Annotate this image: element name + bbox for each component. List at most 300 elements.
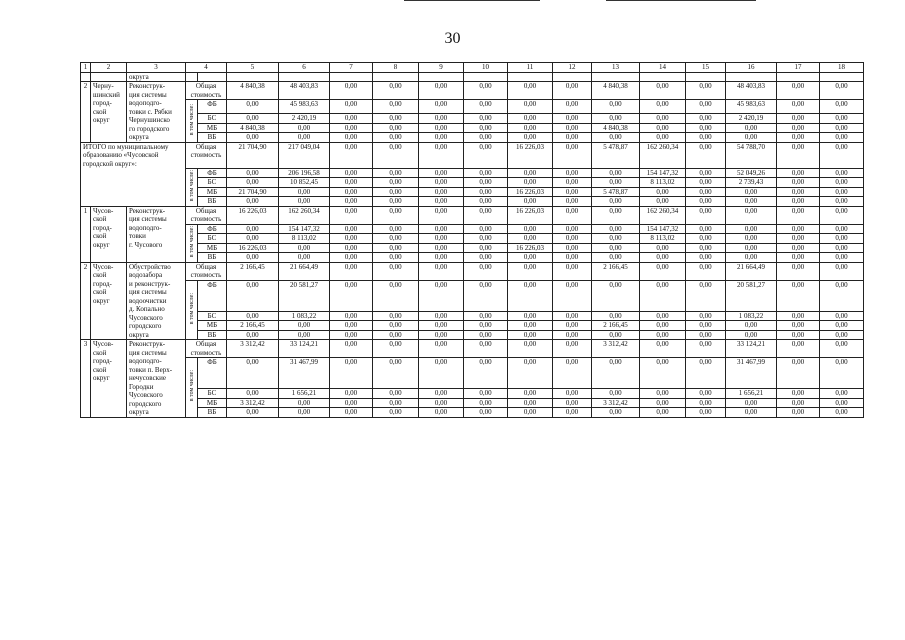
value-cell: 0,00: [227, 389, 279, 399]
value-cell: 0,00: [419, 206, 464, 224]
value-cell: 0,00: [820, 82, 864, 100]
value-cell: 0,00: [419, 168, 464, 178]
page-number: 30: [444, 30, 461, 47]
value-cell: 0,00: [592, 178, 640, 188]
project-line: ция системы: [129, 348, 167, 357]
value-cell: 0,00: [640, 280, 686, 311]
breakdown-row: [81, 187, 864, 197]
value-cell: 0,00: [227, 114, 279, 124]
value-cell: 0,00: [373, 123, 419, 133]
value-cell: 0,00: [592, 168, 640, 178]
value-cell: 0,00: [820, 262, 864, 280]
value-cell: 0,00: [227, 330, 279, 340]
value-cell: 0,00: [726, 197, 777, 207]
value-cell: 8 113,02: [279, 234, 330, 244]
value-cell: 0,00: [820, 168, 864, 178]
value-cell: 4 840,38: [592, 123, 640, 133]
value-cell: 0,00: [279, 123, 330, 133]
header-cell: 5: [227, 63, 279, 73]
table-cell: [777, 72, 820, 82]
value-cell: 0,00: [464, 408, 508, 418]
in-total-vertical-label: [186, 358, 198, 418]
value-cell: 0,00: [330, 224, 373, 234]
project-line: го городского: [129, 124, 170, 133]
value-cell: 2 420,19: [726, 114, 777, 124]
value-cell: 0,00: [640, 408, 686, 418]
value-cell: 0,00: [464, 187, 508, 197]
value-cell: 2 166,45: [592, 262, 640, 280]
value-cell: 0,00: [553, 311, 592, 321]
value-cell: 0,00: [419, 197, 464, 207]
value-cell: 0,00: [464, 253, 508, 263]
value-cell: 0,00: [330, 114, 373, 124]
total-cost-label: [186, 142, 227, 168]
section-total-row: [81, 142, 864, 168]
in-total-vertical-label: [186, 280, 198, 340]
territory-line: ской: [93, 348, 107, 357]
breakdown-row: [81, 114, 864, 124]
value-cell: 0,00: [553, 82, 592, 100]
table-cell: [330, 72, 373, 82]
value-cell: 0,00: [686, 311, 726, 321]
header-cell: 15: [686, 63, 726, 73]
value-cell: 0,00: [686, 253, 726, 263]
itogo-label-line: городской округ»:: [83, 159, 137, 168]
total-cost-line1: Общая: [195, 262, 217, 271]
value-cell: 0,00: [686, 358, 726, 389]
value-cell: 0,00: [592, 408, 640, 418]
funding-source: МБ: [198, 243, 227, 253]
value-cell: 162 260,34: [640, 206, 686, 224]
value-cell: 0,00: [419, 114, 464, 124]
value-cell: 0,00: [640, 358, 686, 389]
value-cell: 0,00: [330, 133, 373, 143]
value-cell: 8 113,02: [640, 234, 686, 244]
funding-source: ФБ: [198, 358, 227, 389]
header-cell: 10: [464, 63, 508, 73]
header-cell: 9: [419, 63, 464, 73]
value-cell: 0,00: [820, 408, 864, 418]
project-line: Реконструк-: [129, 82, 166, 90]
value-cell: 0,00: [777, 358, 820, 389]
value-cell: 0,00: [553, 398, 592, 408]
row-number-blank: [81, 398, 91, 408]
value-cell: 0,00: [330, 187, 373, 197]
value-cell: 0,00: [820, 133, 864, 143]
breakdown-row: [81, 224, 864, 234]
table-cell: [81, 72, 91, 82]
table-cell: [686, 72, 726, 82]
value-cell: 0,00: [592, 197, 640, 207]
value-cell: 0,00: [508, 321, 553, 331]
value-cell: 0,00: [508, 100, 553, 114]
value-cell: 0,00: [726, 408, 777, 418]
project-line: Реконструк-: [129, 206, 166, 215]
value-cell: 0,00: [686, 330, 726, 340]
value-cell: 21 704,90: [227, 187, 279, 197]
value-cell: 0,00: [592, 206, 640, 224]
territory-line: город-: [93, 223, 112, 232]
value-cell: 0,00: [330, 100, 373, 114]
project-line: ция системы: [129, 288, 167, 296]
value-cell: 0,00: [373, 321, 419, 331]
value-cell: 0,00: [553, 243, 592, 253]
value-cell: 0,00: [330, 123, 373, 133]
in-total-vertical-label: [186, 224, 198, 262]
breakdown-row: [81, 197, 864, 207]
value-cell: 0,00: [227, 224, 279, 234]
value-cell: 0,00: [279, 253, 330, 263]
in-total-vertical-label: [186, 100, 198, 143]
value-cell: 0,00: [820, 358, 864, 389]
breakdown-row: [81, 168, 864, 178]
value-cell: 0,00: [640, 389, 686, 399]
value-cell: 0,00: [508, 253, 553, 263]
value-cell: 2 420,19: [279, 114, 330, 124]
value-cell: 2 166,45: [227, 321, 279, 331]
value-cell: 0,00: [592, 358, 640, 389]
value-cell: 0,00: [777, 280, 820, 311]
value-cell: 0,00: [640, 100, 686, 114]
value-cell: 0,00: [464, 197, 508, 207]
value-cell: 16 226,03: [508, 243, 553, 253]
value-cell: 0,00: [464, 82, 508, 100]
total-cost-label: [186, 206, 227, 224]
value-cell: 3 312,42: [227, 340, 279, 358]
value-cell: 0,00: [777, 206, 820, 224]
value-cell: 0,00: [777, 142, 820, 168]
territory-line: ской: [93, 215, 107, 223]
value-cell: 0,00: [330, 408, 373, 418]
value-cell: 0,00: [508, 340, 553, 358]
value-cell: 0,00: [373, 224, 419, 234]
value-cell: 0,00: [686, 114, 726, 124]
value-cell: 0,00: [419, 243, 464, 253]
value-cell: 0,00: [330, 243, 373, 253]
value-cell: 0,00: [726, 321, 777, 331]
total-cost-label: [186, 82, 227, 100]
value-cell: 0,00: [640, 114, 686, 124]
territory-cell: [91, 262, 127, 340]
value-cell: 0,00: [330, 358, 373, 389]
value-cell: 0,00: [553, 168, 592, 178]
value-cell: 0,00: [330, 82, 373, 100]
value-cell: 21 704,90: [227, 142, 279, 168]
value-cell: 0,00: [777, 330, 820, 340]
value-cell: 16 226,03: [227, 243, 279, 253]
value-cell: 0,00: [419, 234, 464, 244]
value-cell: 0,00: [686, 340, 726, 358]
project-line: водоподго-: [129, 223, 162, 232]
value-cell: 0,00: [553, 234, 592, 244]
top-rule-1: [404, 0, 540, 1]
continuation-row: [81, 72, 864, 82]
value-cell: 0,00: [279, 330, 330, 340]
value-cell: 0,00: [373, 262, 419, 280]
value-cell: 0,00: [227, 168, 279, 178]
project-line: округа: [129, 133, 149, 141]
value-cell: 0,00: [464, 311, 508, 321]
value-cell: 0,00: [464, 340, 508, 358]
project-line: Реконструк-: [129, 340, 166, 348]
value-cell: 0,00: [777, 253, 820, 263]
territory-line: шинский: [93, 90, 120, 99]
value-cell: 0,00: [686, 168, 726, 178]
value-cell: 2 166,45: [592, 321, 640, 331]
value-cell: 0,00: [373, 358, 419, 389]
total-cost-label: [186, 262, 227, 280]
value-cell: 0,00: [640, 197, 686, 207]
total-cost-line1: Общая: [195, 82, 217, 90]
table-cell: [464, 72, 508, 82]
value-cell: 0,00: [330, 389, 373, 399]
value-cell: 33 124,21: [726, 340, 777, 358]
value-cell: 3 312,42: [592, 398, 640, 408]
project-line: водоочистки: [129, 296, 167, 305]
project-cell: [127, 262, 186, 340]
value-cell: 0,00: [373, 206, 419, 224]
value-cell: 0,00: [686, 224, 726, 234]
value-cell: 0,00: [279, 133, 330, 143]
value-cell: 0,00: [553, 321, 592, 331]
value-cell: 48 403,83: [726, 82, 777, 100]
section-total-row: [81, 340, 864, 358]
value-cell: 0,00: [419, 133, 464, 143]
row-number: 2: [81, 82, 91, 100]
project-line: товки с. Рябки: [129, 107, 172, 116]
value-cell: 4 840,38: [227, 82, 279, 100]
funding-source: ФБ: [198, 168, 227, 178]
breakdown-row: [81, 358, 864, 389]
row-number-blank: [81, 224, 91, 234]
value-cell: 0,00: [464, 389, 508, 399]
project-line: товки: [129, 232, 146, 240]
funding-source: МБ: [198, 398, 227, 408]
value-cell: 0,00: [279, 408, 330, 418]
continuation-label: округа: [127, 72, 186, 82]
value-cell: 33 124,21: [279, 340, 330, 358]
funding-source: МБ: [198, 123, 227, 133]
header-cell: 14: [640, 63, 686, 73]
value-cell: 0,00: [227, 197, 279, 207]
value-cell: 0,00: [419, 398, 464, 408]
project-line: ция системы: [129, 215, 167, 223]
row-number: 1: [81, 206, 91, 224]
value-cell: 0,00: [330, 168, 373, 178]
value-cell: 0,00: [686, 243, 726, 253]
value-cell: 0,00: [553, 330, 592, 340]
value-cell: 0,00: [820, 253, 864, 263]
value-cell: 0,00: [330, 262, 373, 280]
value-cell: 0,00: [726, 123, 777, 133]
territory-line: город-: [93, 99, 112, 107]
table-cell: [820, 72, 864, 82]
value-cell: 0,00: [820, 311, 864, 321]
value-cell: 0,00: [640, 243, 686, 253]
territory-line: Чусов-: [93, 340, 114, 348]
row-number-blank: [81, 133, 91, 143]
value-cell: 0,00: [373, 168, 419, 178]
value-cell: 0,00: [592, 280, 640, 311]
value-cell: 0,00: [686, 197, 726, 207]
value-cell: 0,00: [777, 100, 820, 114]
table-cell: [640, 72, 686, 82]
project-line: и реконструк-: [129, 279, 171, 288]
funding-source: ВБ: [198, 330, 227, 340]
value-cell: 21 664,49: [726, 262, 777, 280]
value-cell: 52 049,26: [726, 168, 777, 178]
value-cell: 54 788,70: [726, 142, 777, 168]
total-cost-line2: стоимость: [190, 151, 222, 159]
value-cell: 206 196,58: [279, 168, 330, 178]
value-cell: 20 581,27: [279, 280, 330, 311]
value-cell: 0,00: [777, 123, 820, 133]
value-cell: 0,00: [553, 358, 592, 389]
value-cell: 0,00: [508, 168, 553, 178]
territory-line: округ: [93, 296, 110, 305]
project-line: Чернушинско: [129, 116, 170, 124]
value-cell: 3 312,42: [592, 340, 640, 358]
value-cell: 0,00: [464, 280, 508, 311]
value-cell: 0,00: [373, 398, 419, 408]
value-cell: 0,00: [464, 123, 508, 133]
budget-table: [80, 62, 864, 418]
value-cell: 0,00: [419, 280, 464, 311]
value-cell: 0,00: [464, 398, 508, 408]
funding-source: ВБ: [198, 197, 227, 207]
value-cell: 0,00: [553, 389, 592, 399]
header-cell: 7: [330, 63, 373, 73]
value-cell: 0,00: [777, 187, 820, 197]
value-cell: 0,00: [640, 133, 686, 143]
value-cell: 0,00: [373, 187, 419, 197]
value-cell: 0,00: [464, 224, 508, 234]
value-cell: 0,00: [777, 311, 820, 321]
value-cell: 0,00: [686, 280, 726, 311]
value-cell: 0,00: [508, 262, 553, 280]
value-cell: 0,00: [508, 408, 553, 418]
row-number-blank: [81, 243, 91, 253]
value-cell: 0,00: [373, 340, 419, 358]
value-cell: 0,00: [464, 330, 508, 340]
value-cell: 0,00: [419, 82, 464, 100]
value-cell: 0,00: [464, 114, 508, 124]
funding-source: ФБ: [198, 224, 227, 234]
value-cell: 0,00: [508, 358, 553, 389]
value-cell: 0,00: [686, 408, 726, 418]
value-cell: 0,00: [419, 253, 464, 263]
value-cell: 0,00: [777, 408, 820, 418]
value-cell: 0,00: [508, 389, 553, 399]
itogo-label: [81, 142, 186, 168]
total-cost-line1: Общая: [195, 206, 217, 215]
value-cell: 0,00: [640, 398, 686, 408]
breakdown-row: [81, 123, 864, 133]
value-cell: 0,00: [640, 321, 686, 331]
row-number: 3: [81, 340, 91, 358]
project-line: городского: [129, 322, 162, 330]
value-cell: 0,00: [553, 224, 592, 234]
value-cell: 0,00: [640, 340, 686, 358]
value-cell: 0,00: [640, 330, 686, 340]
value-cell: 0,00: [419, 142, 464, 168]
value-cell: 0,00: [508, 398, 553, 408]
total-cost-line2: стоимость: [190, 271, 222, 279]
value-cell: 0,00: [373, 408, 419, 418]
value-cell: 0,00: [820, 234, 864, 244]
funding-source: БС: [198, 114, 227, 124]
value-cell: 16 226,03: [508, 206, 553, 224]
value-cell: 0,00: [464, 234, 508, 244]
value-cell: 0,00: [592, 100, 640, 114]
value-cell: 0,00: [726, 330, 777, 340]
top-rule-2: [606, 0, 756, 1]
value-cell: 0,00: [464, 321, 508, 331]
value-cell: 0,00: [592, 234, 640, 244]
value-cell: 0,00: [419, 408, 464, 418]
breakdown-row: [81, 253, 864, 263]
value-cell: 0,00: [640, 311, 686, 321]
row-number-blank: [81, 280, 91, 311]
header-cell: 3: [127, 63, 186, 73]
value-cell: 0,00: [227, 100, 279, 114]
value-cell: 0,00: [777, 398, 820, 408]
value-cell: 0,00: [419, 321, 464, 331]
value-cell: 0,00: [553, 340, 592, 358]
value-cell: 0,00: [777, 82, 820, 100]
territory-line: ской: [93, 107, 107, 116]
funding-source: ВБ: [198, 133, 227, 143]
value-cell: 154 147,32: [640, 168, 686, 178]
value-cell: 0,00: [373, 197, 419, 207]
value-cell: 0,00: [508, 178, 553, 188]
value-cell: 0,00: [686, 321, 726, 331]
row-number-blank: [81, 253, 91, 263]
value-cell: 0,00: [777, 168, 820, 178]
row-number-blank: [81, 234, 91, 244]
row-number-blank: [81, 311, 91, 321]
value-cell: 0,00: [777, 133, 820, 143]
value-cell: 0,00: [373, 142, 419, 168]
project-line: водоподго-: [129, 357, 162, 365]
value-cell: 0,00: [553, 280, 592, 311]
value-cell: 20 581,27: [726, 280, 777, 311]
value-cell: 0,00: [820, 224, 864, 234]
value-cell: 0,00: [820, 123, 864, 133]
value-cell: 5 478,87: [592, 187, 640, 197]
value-cell: 16 226,03: [227, 206, 279, 224]
value-cell: 0,00: [726, 253, 777, 263]
value-cell: 0,00: [640, 123, 686, 133]
value-cell: 4 840,38: [227, 123, 279, 133]
value-cell: 0,00: [373, 100, 419, 114]
breakdown-row: [81, 100, 864, 114]
row-number-blank: [81, 408, 91, 418]
value-cell: 0,00: [686, 178, 726, 188]
itogo-blank: [81, 197, 186, 207]
value-cell: 8 113,02: [640, 178, 686, 188]
project-line: округа: [129, 330, 149, 339]
value-cell: 0,00: [592, 243, 640, 253]
value-cell: 0,00: [686, 187, 726, 197]
value-cell: 162 260,34: [279, 206, 330, 224]
header-cell: 17: [777, 63, 820, 73]
value-cell: 0,00: [820, 243, 864, 253]
value-cell: 0,00: [508, 133, 553, 143]
value-cell: 0,00: [464, 168, 508, 178]
funding-source: БС: [198, 178, 227, 188]
value-cell: 0,00: [373, 280, 419, 311]
